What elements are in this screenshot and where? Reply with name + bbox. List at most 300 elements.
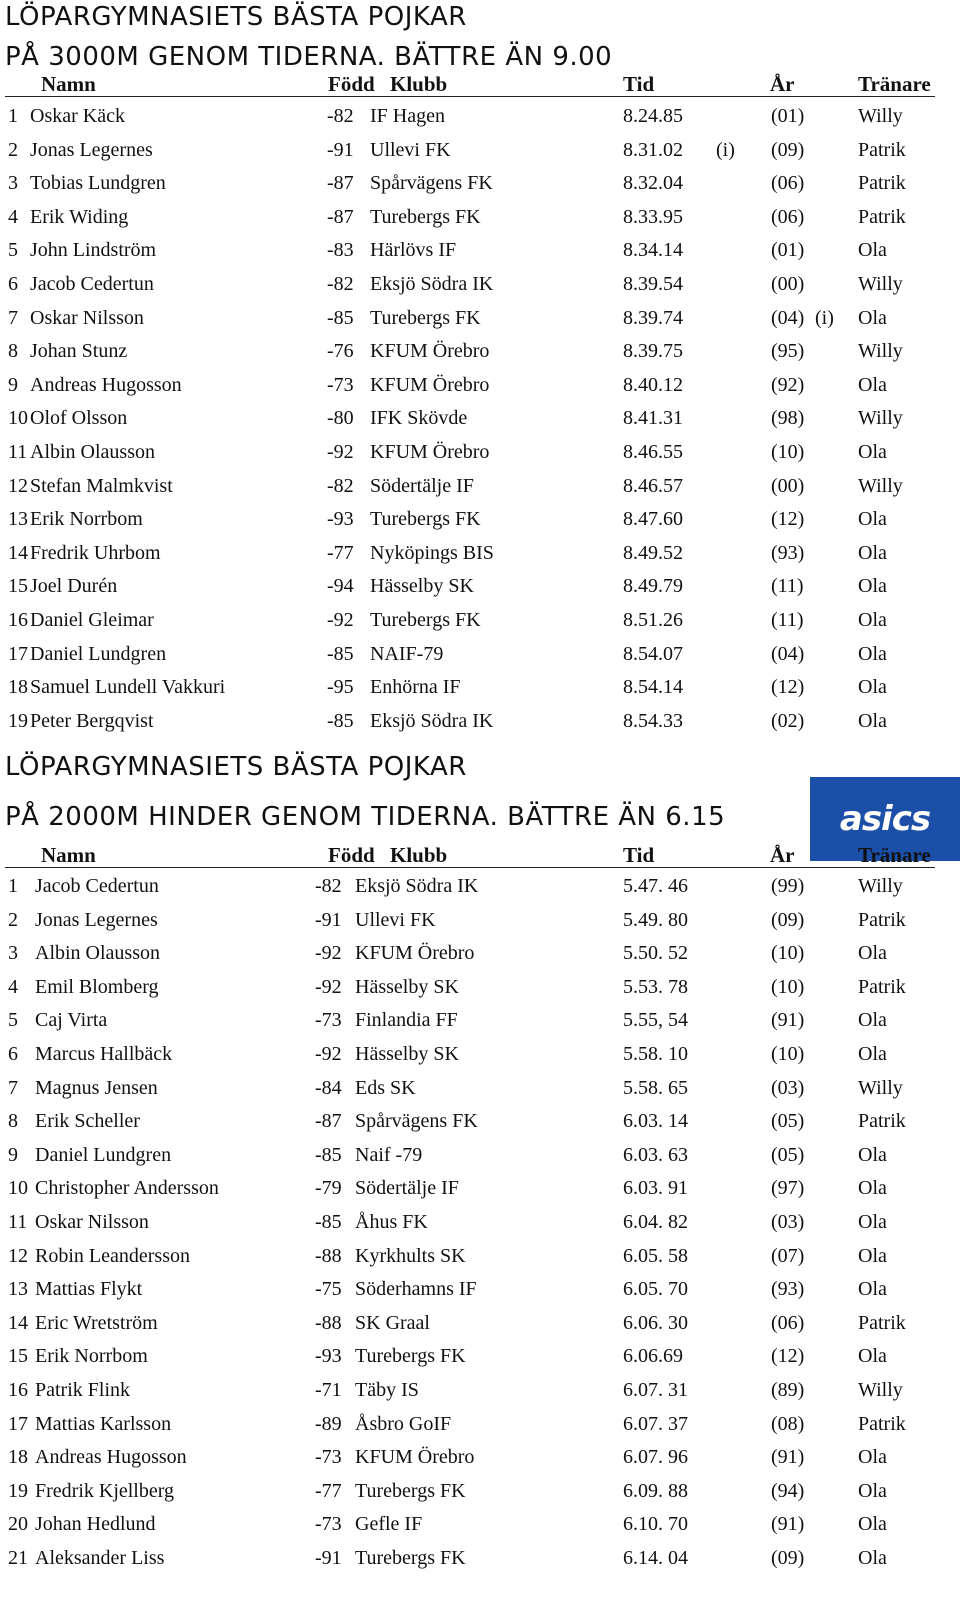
table-row [0,1244,935,1278]
cell-time: 8.46.55 [623,441,683,463]
cell-club: KFUM Örebro [355,1446,475,1469]
cell-time: 6.03. 14 [623,1110,688,1133]
cell-name: Olof Olsson [30,407,128,430]
table-row [0,1109,935,1143]
cell-club: Eksjö Södra IK [370,273,494,295]
cell-rank: 6 [8,273,18,295]
table-row [0,171,935,205]
cell-year: (92) [771,373,805,396]
cell-rank: 19 [8,1479,28,1502]
section1-header-row [0,72,935,96]
cell-coach: Ola [858,1278,887,1301]
cell-year: (03) [771,1211,805,1233]
cell-rank: 8 [8,340,18,363]
table-row [0,138,935,172]
cell-born: -73 [315,1513,342,1536]
cell-coach: Ola [858,508,887,531]
cell-time: 8.40.12 [623,373,683,396]
cell-born: -76 [327,340,354,363]
cell-time: 6.03. 63 [623,1143,688,1166]
cell-born: -92 [327,609,354,631]
cell-club: KFUM Örebro [370,340,490,363]
table-row [0,675,935,709]
cell-coach: Ola [858,1479,887,1502]
table-row [0,642,935,676]
asics-logo-text: asics [839,799,931,839]
cell-born: -95 [327,676,354,699]
cell-coach: Ola [858,676,887,699]
table-row [0,104,935,138]
cell-born: -79 [315,1177,342,1200]
cell-coach: Patrik [858,172,906,195]
cell-coach: Ola [858,1009,887,1032]
cell-born: -84 [315,1076,342,1099]
table-row [0,975,935,1009]
cell-born: -82 [327,273,354,295]
cell-born: -93 [315,1345,342,1368]
table-row [0,272,935,306]
cell-rank: 5 [8,239,18,262]
cell-club: Eds SK [355,1076,416,1099]
cell-born: -88 [315,1244,342,1267]
cell-time: 6.07. 96 [623,1446,688,1469]
cell-club: Turebergs FK [370,508,481,531]
cell-name: Marcus Hallbäck [35,1043,173,1065]
table-row [0,1210,935,1244]
cell-name: Jacob Cedertun [30,273,154,295]
cell-year: (01) [771,105,805,127]
cell-rank: 16 [8,1379,28,1401]
cell-time: 6.07. 31 [623,1379,688,1401]
cell-time: 6.10. 70 [623,1513,688,1536]
cell-club: Härlövs IF [370,239,457,262]
col-header-born: Född [328,843,375,867]
cell-coach: Willy [858,340,903,363]
cell-club: Spårvägens FK [370,172,493,195]
cell-club: Naif -79 [355,1143,423,1166]
cell-born: -85 [315,1211,342,1233]
cell-name: Patrik Flink [35,1379,131,1401]
cell-born: -91 [315,1547,342,1569]
cell-time: 8.49.79 [623,575,683,598]
cell-coach: Patrik [858,138,906,161]
cell-name: Erik Widing [30,205,129,228]
cell-rank: 7 [8,306,18,329]
cell-rank: 3 [8,172,18,195]
cell-rank: 1 [8,105,18,127]
table-row [0,1277,935,1311]
cell-name: Mattias Flykt [35,1278,143,1301]
cell-rank: 10 [8,407,28,430]
cell-born: -93 [327,508,354,531]
table-row [0,941,935,975]
cell-name: Caj Virta [35,1009,108,1032]
cell-time: 8.46.57 [623,474,683,497]
cell-born: -87 [327,205,354,228]
cell-rank: 12 [8,1244,28,1267]
cell-born: -91 [327,138,354,161]
cell-name: Peter Bergqvist [30,709,154,732]
cell-rank: 19 [8,709,28,732]
cell-coach: Patrik [858,1412,906,1435]
cell-rank: 4 [8,205,18,228]
cell-year: (06) [771,1311,805,1334]
cell-name: Oskar Käck [30,105,125,127]
cell-year: (09) [771,138,805,161]
cell-club: Nyköpings BIS [370,541,494,564]
cell-born: -73 [327,373,354,396]
cell-born: -87 [315,1110,342,1133]
cell-time: 6.14. 04 [623,1547,688,1569]
cell-time: 8.54.07 [623,642,683,665]
cell-born: -89 [315,1412,342,1435]
cell-name: Joel Durén [30,575,118,598]
cell-club: Södertälje IF [370,474,474,497]
col-header-club: Klubb [390,843,448,867]
cell-born: -82 [315,875,342,897]
table-row [0,1344,935,1378]
cell-born: -92 [315,1043,342,1065]
cell-name: Daniel Gleimar [30,609,154,631]
cell-name: Oskar Nilsson [35,1211,149,1233]
cell-name: Emil Blomberg [35,975,159,998]
table-row [0,373,935,407]
cell-coach: Ola [858,441,887,463]
cell-year: (04) [771,306,805,329]
cell-born: -87 [327,172,354,195]
cell-coach: Willy [858,273,903,295]
cell-time: 8.32.04 [623,172,683,195]
cell-year: (03) [771,1076,805,1099]
cell-born: -73 [315,1446,342,1469]
cell-club: Åhus FK [355,1211,428,1233]
cell-time: 6.05. 70 [623,1278,688,1301]
cell-rank: 7 [8,1076,18,1099]
cell-year: (93) [771,1278,805,1301]
cell-time: 8.54.14 [623,676,683,699]
cell-born: -92 [315,942,342,965]
table-row [0,1512,935,1546]
cell-born: -71 [315,1379,342,1401]
cell-club: KFUM Örebro [355,942,475,965]
cell-club: Ullevi FK [370,138,451,161]
cell-coach: Willy [858,407,903,430]
cell-year: (09) [771,908,805,931]
cell-rank: 11 [8,1211,28,1233]
cell-time: 6.03. 91 [623,1177,688,1200]
cell-year: (89) [771,1379,805,1401]
cell-club: Söderhamns IF [355,1278,477,1301]
cell-name: Fredrik Kjellberg [35,1479,175,1502]
cell-name: Daniel Lundgren [35,1143,172,1166]
cell-rank: 11 [8,441,28,463]
col-header-time: Tid [623,843,655,867]
cell-year: (00) [771,474,805,497]
col-header-year: År [770,72,795,96]
table-row [0,440,935,474]
cell-coach: Patrik [858,908,906,931]
cell-time: 5.55, 54 [623,1009,688,1032]
cell-time: 6.07. 37 [623,1412,688,1435]
cell-year: (91) [771,1513,805,1536]
cell-year: (10) [771,441,805,463]
col-header-name: Namn [41,72,96,96]
cell-rank: 18 [8,1446,28,1469]
cell-time: 8.33.95 [623,205,683,228]
cell-club: Hässelby SK [355,975,459,998]
cell-year: (00) [771,273,805,295]
col-header-time: Tid [623,72,655,96]
cell-coach: Willy [858,875,903,897]
table-row [0,1378,935,1412]
cell-name: Andreas Hugosson [35,1446,187,1469]
cell-club: Södertälje IF [355,1177,459,1200]
cell-time: 8.39.74 [623,306,683,329]
cell-coach: Ola [858,1043,887,1065]
cell-rank: 17 [8,1412,28,1435]
table-row [0,1176,935,1210]
cell-year: (91) [771,1009,805,1032]
section2-title-line2: PÅ 2000M HINDER GENOM TIDERNA. BÄTTRE ÄN 6.15 [5,802,726,832]
cell-year: (08) [771,1412,805,1435]
cell-name: Robin Leandersson [35,1244,190,1267]
section2-header-rule [5,867,935,868]
cell-coach: Ola [858,239,887,262]
cell-coach: Ola [858,1244,887,1267]
cell-year: (10) [771,975,805,998]
col-header-year: År [770,843,795,867]
cell-club: Ullevi FK [355,908,436,931]
cell-rank: 14 [8,541,28,564]
cell-born: -85 [327,709,354,732]
cell-year: (91) [771,1446,805,1469]
cell-note: (i) [716,138,735,161]
cell-rank: 5 [8,1009,18,1032]
cell-time: 5.47. 46 [623,875,688,897]
cell-coach: Ola [858,373,887,396]
cell-name: Andreas Hugosson [30,373,182,396]
cell-club: Enhörna IF [370,676,461,699]
section1-title-line2: PÅ 3000M GENOM TIDERNA. BÄTTRE ÄN 9.00 [5,42,613,72]
cell-coach: Patrik [858,1110,906,1133]
cell-coach: Ola [858,541,887,564]
cell-club: IFK Skövde [370,407,468,430]
cell-club: Täby IS [355,1379,419,1401]
cell-coach: Ola [858,1177,887,1200]
cell-born: -82 [327,474,354,497]
cell-born: -92 [327,441,354,463]
cell-born: -77 [315,1479,342,1502]
cell-year: (02) [771,709,805,732]
cell-club: Turebergs FK [355,1345,466,1368]
cell-club: Spårvägens FK [355,1110,478,1133]
table-row [0,608,935,642]
cell-born: -77 [327,541,354,564]
cell-year: (11) [771,609,804,631]
cell-club: NAIF-79 [370,642,444,665]
cell-name: Christopher Andersson [35,1177,219,1200]
cell-time: 6.06.69 [623,1345,683,1368]
cell-club: Turebergs FK [370,205,481,228]
cell-year: (10) [771,1043,805,1065]
cell-year: (12) [771,1345,805,1368]
cell-time: 5.53. 78 [623,975,688,998]
cell-rank: 13 [8,1278,28,1301]
cell-year: (12) [771,676,805,699]
cell-born: -94 [327,575,354,598]
cell-year: (99) [771,875,805,897]
cell-name: Johan Hedlund [35,1513,156,1536]
cell-time: 6.04. 82 [623,1211,688,1233]
table-row [0,507,935,541]
table-row [0,339,935,373]
cell-coach: Ola [858,1513,887,1536]
cell-year: (98) [771,407,805,430]
cell-time: 5.58. 10 [623,1043,688,1065]
cell-name: Erik Norrbom [35,1345,148,1368]
table-row [0,574,935,608]
cell-coach: Ola [858,575,887,598]
cell-time: 8.54.33 [623,709,683,732]
cell-born: -85 [327,642,354,665]
cell-rank: 1 [8,875,18,897]
cell-year: (09) [771,1547,805,1569]
cell-rank: 3 [8,942,18,965]
cell-born: -73 [315,1009,342,1032]
cell-club: Kyrkhults SK [355,1244,466,1267]
table-row [0,1445,935,1479]
cell-born: -88 [315,1311,342,1334]
cell-club: Turebergs FK [355,1547,466,1569]
cell-rank: 15 [8,1345,28,1368]
cell-rank: 18 [8,676,28,699]
cell-coach: Patrik [858,205,906,228]
table-row [0,1076,935,1110]
col-header-coach: Tränare [858,843,931,867]
cell-born: -82 [327,105,354,127]
cell-year: (06) [771,205,805,228]
cell-year: (11) [771,575,804,598]
cell-club: Finlandia FF [355,1009,458,1032]
cell-coach: Patrik [858,1311,906,1334]
table-row [0,1042,935,1076]
cell-year: (94) [771,1479,805,1502]
cell-name: John Lindström [30,239,157,262]
cell-year: (10) [771,942,805,965]
cell-rank: 13 [8,508,28,531]
cell-name: Albin Olausson [30,441,155,463]
cell-club: Turebergs FK [370,306,481,329]
cell-born: -75 [315,1278,342,1301]
cell-club: SK Graal [355,1311,430,1334]
section1-title-line1: LÖPARGYMNASIETS BÄSTA POJKAR [5,2,467,32]
cell-time: 8.47.60 [623,508,683,531]
cell-club: KFUM Örebro [370,373,490,396]
table-row [0,406,935,440]
cell-name: Jonas Legernes [35,908,158,931]
cell-coach: Patrik [858,975,906,998]
cell-coach: Ola [858,306,887,329]
cell-rank: 6 [8,1043,18,1065]
cell-born: -80 [327,407,354,430]
cell-club: IF Hagen [370,105,445,127]
table-row [0,238,935,272]
cell-time: 8.51.26 [623,609,683,631]
cell-name: Fredrik Uhrbom [30,541,161,564]
cell-coach: Willy [858,1379,903,1401]
cell-club: Eksjö Södra IK [370,709,494,732]
table-row [0,908,935,942]
cell-rank: 15 [8,575,28,598]
cell-name: Magnus Jensen [35,1076,158,1099]
col-header-club: Klubb [390,72,448,96]
cell-coach: Willy [858,474,903,497]
cell-name: Oskar Nilsson [30,306,144,329]
cell-time: 6.09. 88 [623,1479,688,1502]
cell-year: (06) [771,172,805,195]
cell-time: 8.49.52 [623,541,683,564]
cell-coach: Ola [858,1547,887,1569]
cell-year: (05) [771,1110,805,1133]
table-row [0,1412,935,1446]
cell-name: Tobias Lundgren [30,172,166,195]
cell-name: Eric Wretström [35,1311,158,1334]
cell-rank: 16 [8,609,28,631]
table-row [0,1143,935,1177]
cell-rank: 4 [8,975,18,998]
cell-coach: Willy [858,105,903,127]
cell-time: 6.06. 30 [623,1311,688,1334]
table-row [0,1311,935,1345]
cell-name: Daniel Lundgren [30,642,167,665]
table-row [0,874,935,908]
cell-rank: 8 [8,1110,18,1133]
cell-year: (04) [771,642,805,665]
table-row [0,306,935,340]
col-header-coach: Tränare [858,72,931,96]
cell-year: (05) [771,1143,805,1166]
cell-note2: (i) [815,306,834,329]
cell-rank: 17 [8,642,28,665]
cell-time: 8.24.85 [623,105,683,127]
cell-year: (07) [771,1244,805,1267]
cell-coach: Ola [858,942,887,965]
cell-club: Hässelby SK [370,575,474,598]
table-row [0,1479,935,1513]
table-row [0,541,935,575]
cell-rank: 9 [8,373,18,396]
cell-year: (97) [771,1177,805,1200]
cell-year: (93) [771,541,805,564]
cell-name: Johan Stunz [30,340,128,363]
cell-rank: 20 [8,1513,28,1536]
cell-coach: Ola [858,709,887,732]
cell-coach: Ola [858,1345,887,1368]
col-header-name: Namn [41,843,96,867]
section2-header-row [0,843,935,867]
cell-name: Jonas Legernes [30,138,153,161]
cell-rank: 12 [8,474,28,497]
cell-club: Turebergs FK [370,609,481,631]
cell-coach: Ola [858,642,887,665]
cell-club: KFUM Örebro [370,441,490,463]
cell-born: -83 [327,239,354,262]
cell-name: Stefan Malmkvist [30,474,173,497]
table-row [0,474,935,508]
cell-time: 8.34.14 [623,239,683,262]
cell-club: Turebergs FK [355,1479,466,1502]
cell-rank: 10 [8,1177,28,1200]
